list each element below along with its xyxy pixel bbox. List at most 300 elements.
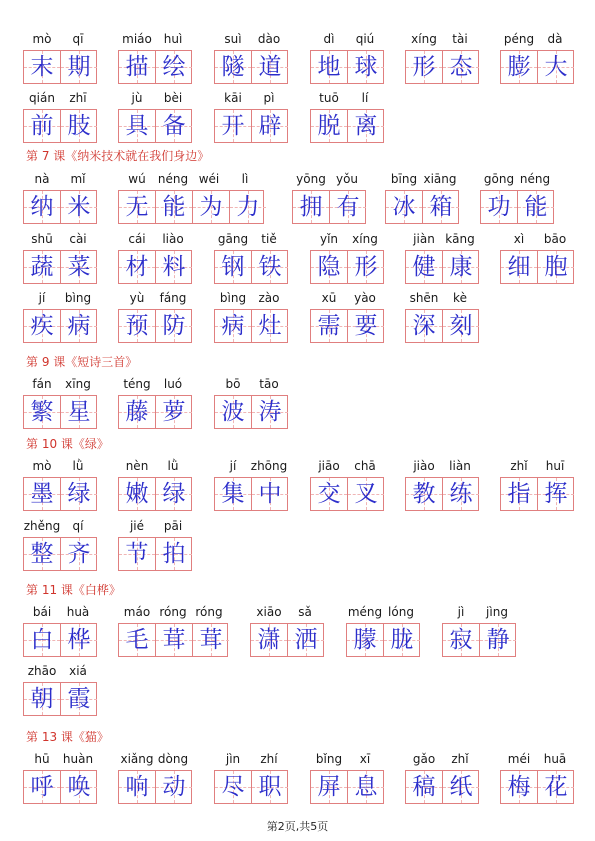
- character-cell: [311, 110, 347, 142]
- pinyin-label: wú: [128, 172, 146, 186]
- hanzi-character: 静: [486, 627, 510, 653]
- hanzi-character: 练: [449, 481, 473, 507]
- character-cell: [155, 110, 192, 142]
- pinyin-label: mò: [32, 459, 52, 473]
- pinyin-label: jì: [457, 605, 465, 619]
- pinyin-label: bìng: [64, 291, 92, 305]
- tianzige-grid: [23, 477, 97, 511]
- hanzi-character: 灶: [258, 313, 282, 339]
- tianzige-grid: [310, 770, 384, 804]
- pinyin-label: jìn: [225, 752, 241, 766]
- hanzi-character: 脱: [317, 113, 341, 139]
- pinyin-label: xíng: [411, 32, 437, 46]
- tianzige-grid: [118, 309, 192, 343]
- pinyin-label: liàn: [449, 459, 471, 473]
- pinyin-label: huā: [543, 752, 567, 766]
- vocab-word: [118, 291, 192, 343]
- tianzige-grid: [214, 477, 288, 511]
- vocab-word: [118, 232, 192, 284]
- character-cell: [251, 310, 288, 342]
- pinyin-label: tài: [452, 32, 468, 46]
- character-cell: [311, 251, 347, 283]
- vocab-word: [405, 459, 479, 511]
- tianzige-grid: [214, 250, 288, 284]
- hanzi-character: 铁: [258, 254, 282, 280]
- pinyin-label: xiá: [69, 664, 87, 678]
- vocab-word: [405, 291, 479, 343]
- character-cell: [251, 51, 288, 83]
- pinyin-label: jié: [129, 519, 145, 533]
- tianzige-grid: [23, 395, 97, 429]
- hanzi-character: 桦: [67, 627, 91, 653]
- pinyin-label: nà: [34, 172, 50, 186]
- pinyin-label: néng: [519, 172, 551, 186]
- hanzi-character: 料: [162, 254, 186, 280]
- pinyin-label: wéi: [198, 172, 220, 186]
- vocab-word: [292, 172, 366, 224]
- hanzi-character: 冰: [392, 194, 416, 220]
- hanzi-character: 藤: [125, 399, 149, 425]
- pinyin-label: luó: [163, 377, 183, 391]
- vocab-word: [310, 291, 384, 343]
- vocab-word: [500, 232, 574, 284]
- hanzi-character: 病: [221, 313, 245, 339]
- tianzige-grid: [310, 50, 384, 84]
- tianzige-grid: [118, 395, 192, 429]
- hanzi-character: 响: [125, 774, 149, 800]
- vocab-word: [118, 32, 192, 84]
- character-cell: [215, 478, 251, 510]
- vocab-word: [214, 752, 288, 804]
- character-cell: [119, 251, 155, 283]
- pinyin-label: miáo: [122, 32, 152, 46]
- tianzige-grid: [23, 190, 97, 224]
- pinyin-label: bāo: [543, 232, 567, 246]
- character-cell: [406, 310, 442, 342]
- tianzige-grid: [292, 190, 366, 224]
- hanzi-character: 能: [162, 194, 186, 220]
- hanzi-character: 无: [125, 194, 149, 220]
- hanzi-character: 末: [30, 54, 54, 80]
- hanzi-character: 膨: [507, 54, 531, 80]
- tianzige-grid: [405, 477, 479, 511]
- hanzi-character: 肢: [67, 113, 91, 139]
- pinyin-label: gōng: [483, 172, 515, 186]
- pinyin-label: róng: [159, 605, 187, 619]
- character-cell: [60, 538, 97, 570]
- vocab-word: [214, 232, 288, 284]
- pinyin-label: fán: [32, 377, 52, 391]
- vocab-word: [118, 605, 228, 657]
- character-cell: [251, 624, 287, 656]
- pinyin-label: jí: [38, 291, 46, 305]
- hanzi-character: 墨: [30, 481, 54, 507]
- character-cell: [24, 396, 60, 428]
- character-cell: [215, 251, 251, 283]
- tianzige-grid: [310, 477, 384, 511]
- pinyin-label: zhěng: [23, 519, 61, 533]
- pinyin-label: zhǐ: [451, 752, 469, 766]
- tianzige-grid: [118, 190, 264, 224]
- character-cell: [537, 51, 574, 83]
- vocab-word: [23, 377, 97, 429]
- vocab-word: [310, 232, 384, 284]
- pinyin-label: zhǐ: [510, 459, 528, 473]
- vocab-word: [405, 32, 479, 84]
- tianzige-grid: [346, 623, 420, 657]
- pinyin-label: qī: [72, 32, 84, 46]
- character-cell: [347, 310, 384, 342]
- pinyin-label: zhī: [69, 91, 87, 105]
- hanzi-character: 防: [162, 313, 186, 339]
- character-cell: [24, 251, 60, 283]
- tianzige-grid: [23, 309, 97, 343]
- vocab-word: [118, 91, 192, 143]
- character-cell: [215, 110, 251, 142]
- character-cell: [60, 110, 97, 142]
- hanzi-character: 描: [125, 54, 149, 80]
- character-cell: [119, 538, 155, 570]
- character-cell: [347, 110, 384, 142]
- hanzi-character: 球: [354, 54, 378, 80]
- vocab-word: [405, 752, 479, 804]
- pinyin-label: sǎ: [298, 605, 312, 619]
- tianzige-grid: [405, 250, 479, 284]
- hanzi-character: 力: [236, 194, 260, 220]
- pinyin-label: liào: [162, 232, 184, 246]
- hanzi-character: 预: [125, 313, 149, 339]
- hanzi-character: 萝: [162, 399, 186, 425]
- vocab-word: [310, 752, 384, 804]
- hanzi-character: 菜: [67, 254, 91, 280]
- character-cell: [24, 538, 60, 570]
- character-cell: [383, 624, 420, 656]
- vocab-word: [385, 172, 459, 224]
- pinyin-label: qián: [29, 91, 55, 105]
- hanzi-character: 病: [67, 313, 91, 339]
- character-cell: [251, 771, 288, 803]
- character-cell: [251, 251, 288, 283]
- hanzi-character: 形: [412, 54, 436, 80]
- character-cell: [311, 771, 347, 803]
- hanzi-character: 能: [524, 194, 548, 220]
- pinyin-label: dào: [257, 32, 281, 46]
- character-cell: [406, 771, 442, 803]
- character-cell: [251, 396, 288, 428]
- character-cell: [311, 478, 347, 510]
- hanzi-character: 要: [354, 313, 378, 339]
- pinyin-label: shēn: [409, 291, 439, 305]
- hanzi-character: 寂: [449, 627, 473, 653]
- vocab-word: [310, 32, 384, 84]
- vocab-word: [214, 377, 288, 429]
- character-cell: [60, 683, 97, 715]
- character-cell: [537, 771, 574, 803]
- vocab-word: [118, 752, 192, 804]
- hanzi-character: 道: [258, 54, 282, 80]
- lesson-13-heading: 第 13 课《猫》: [26, 730, 109, 744]
- pinyin-label: méi: [507, 752, 531, 766]
- page-footer: 第2页,共5页: [266, 820, 329, 833]
- character-cell: [251, 478, 288, 510]
- tianzige-grid: [214, 309, 288, 343]
- pinyin-label: lí: [361, 91, 369, 105]
- pinyin-label: shū: [31, 232, 53, 246]
- character-cell: [347, 478, 384, 510]
- vocab-word: [310, 91, 384, 143]
- hanzi-character: 朦: [353, 627, 377, 653]
- character-cell: [155, 538, 192, 570]
- character-cell: [479, 624, 516, 656]
- pinyin-label: dòng: [157, 752, 189, 766]
- pinyin-label: yù: [129, 291, 145, 305]
- vocab-word: [118, 459, 192, 511]
- character-cell: [347, 624, 383, 656]
- hanzi-character: 叉: [354, 481, 378, 507]
- pinyin-label: pāi: [163, 519, 183, 533]
- vocab-word: [118, 172, 264, 224]
- character-cell: [501, 251, 537, 283]
- tianzige-grid: [405, 309, 479, 343]
- character-cell: [155, 251, 192, 283]
- tianzige-grid: [23, 682, 97, 716]
- tianzige-grid: [310, 250, 384, 284]
- hanzi-character: 呼: [30, 774, 54, 800]
- hanzi-character: 功: [487, 194, 511, 220]
- character-cell: [347, 251, 384, 283]
- character-cell: [155, 396, 192, 428]
- hanzi-character: 拥: [299, 194, 323, 220]
- pinyin-label: suì: [224, 32, 242, 46]
- hanzi-character: 洒: [294, 627, 318, 653]
- tianzige-grid: [310, 109, 384, 143]
- character-cell: [119, 51, 155, 83]
- tianzige-grid: [500, 770, 574, 804]
- character-cell: [406, 478, 442, 510]
- hanzi-character: 波: [221, 399, 245, 425]
- character-cell: [406, 51, 442, 83]
- character-cell: [442, 251, 479, 283]
- lesson-9-heading: 第 9 课《短诗三首》: [26, 355, 138, 369]
- tianzige-grid: [118, 50, 192, 84]
- pinyin-label: jiàn: [413, 232, 435, 246]
- hanzi-character: 胧: [390, 627, 414, 653]
- vocab-word: [23, 291, 97, 343]
- vocab-word: [310, 459, 384, 511]
- pinyin-label: téng: [123, 377, 151, 391]
- character-cell: [347, 771, 384, 803]
- pinyin-label: jí: [229, 459, 237, 473]
- character-cell: [443, 624, 479, 656]
- pinyin-label: yōng: [296, 172, 326, 186]
- hanzi-character: 材: [125, 254, 149, 280]
- tianzige-grid: [214, 109, 288, 143]
- pinyin-label: lì: [241, 172, 249, 186]
- pinyin-label: pì: [263, 91, 275, 105]
- hanzi-character: 指: [507, 481, 531, 507]
- pinyin-label: chā: [354, 459, 376, 473]
- vocab-word: [214, 91, 288, 143]
- pinyin-label: mò: [32, 32, 52, 46]
- pinyin-label: xīng: [65, 377, 91, 391]
- pinyin-label: tuō: [319, 91, 339, 105]
- hanzi-character: 疾: [30, 313, 54, 339]
- character-cell: [60, 478, 97, 510]
- pinyin-label: cái: [128, 232, 146, 246]
- hanzi-character: 教: [412, 481, 436, 507]
- character-cell: [60, 251, 97, 283]
- tianzige-grid: [214, 770, 288, 804]
- hanzi-character: 挥: [544, 481, 568, 507]
- pinyin-label: hū: [34, 752, 50, 766]
- vocab-word: [442, 605, 516, 657]
- pinyin-label: bō: [225, 377, 241, 391]
- character-cell: [229, 191, 266, 223]
- hanzi-character: 动: [162, 774, 186, 800]
- tianzige-grid: [23, 50, 97, 84]
- hanzi-character: 胞: [544, 254, 568, 280]
- pinyin-label: bèi: [163, 91, 183, 105]
- hanzi-character: 隧: [221, 54, 245, 80]
- pinyin-label: tiě: [261, 232, 277, 246]
- character-cell: [215, 51, 251, 83]
- character-cell: [24, 624, 60, 656]
- character-cell: [406, 251, 442, 283]
- hanzi-character: 地: [317, 54, 341, 80]
- vocab-word: [500, 752, 574, 804]
- tianzige-grid: [118, 537, 192, 571]
- vocab-word: [500, 32, 574, 84]
- character-cell: [155, 310, 192, 342]
- hanzi-character: 辟: [258, 113, 282, 139]
- vocab-word: [250, 605, 324, 657]
- tianzige-grid: [385, 190, 459, 224]
- character-cell: [386, 191, 422, 223]
- pinyin-label: róng: [195, 605, 223, 619]
- pinyin-label: xī: [359, 752, 371, 766]
- lesson-11-heading: 第 11 课《白桦》: [26, 583, 121, 597]
- character-cell: [293, 191, 329, 223]
- pinyin-label: méng: [347, 605, 383, 619]
- pinyin-label: gāng: [217, 232, 249, 246]
- pinyin-label: jìng: [486, 605, 508, 619]
- pinyin-label: cài: [69, 232, 87, 246]
- character-cell: [155, 771, 192, 803]
- tianzige-grid: [442, 623, 516, 657]
- character-cell: [24, 310, 60, 342]
- pinyin-label: bīng: [390, 172, 418, 186]
- hanzi-character: 隐: [317, 254, 341, 280]
- hanzi-character: 集: [221, 481, 245, 507]
- character-cell: [60, 191, 97, 223]
- tianzige-grid: [250, 623, 324, 657]
- vocab-word: [23, 664, 97, 716]
- pinyin-label: huàn: [62, 752, 94, 766]
- vocab-word: [214, 459, 288, 511]
- hanzi-character: 整: [30, 541, 54, 567]
- character-cell: [501, 51, 537, 83]
- lesson-10-heading: 第 10 课《绿》: [26, 437, 109, 451]
- hanzi-character: 朝: [30, 686, 54, 712]
- hanzi-character: 茸: [162, 627, 186, 653]
- hanzi-character: 深: [412, 313, 436, 339]
- character-cell: [442, 478, 479, 510]
- character-cell: [24, 110, 60, 142]
- tianzige-grid: [23, 537, 97, 571]
- character-cell: [422, 191, 459, 223]
- tianzige-grid: [23, 250, 97, 284]
- vocab-word: [346, 605, 420, 657]
- character-cell: [311, 51, 347, 83]
- hanzi-character: 稿: [412, 774, 436, 800]
- pinyin-label: péng: [503, 32, 535, 46]
- hanzi-character: 屏: [317, 774, 341, 800]
- tianzige-grid: [405, 50, 479, 84]
- hanzi-character: 钢: [221, 254, 245, 280]
- vocab-word: [500, 459, 574, 511]
- hanzi-character: 细: [507, 254, 531, 280]
- pinyin-label: yào: [354, 291, 376, 305]
- hanzi-character: 态: [449, 54, 473, 80]
- pinyin-label: jiào: [413, 459, 435, 473]
- pinyin-label: xiǎng: [120, 752, 154, 766]
- character-cell: [60, 624, 97, 656]
- pinyin-label: yǒu: [335, 172, 359, 186]
- character-cell: [501, 771, 537, 803]
- pinyin-label: jiāo: [318, 459, 340, 473]
- pinyin-label: zhōng: [250, 459, 288, 473]
- tianzige-grid: [214, 395, 288, 429]
- pinyin-label: lǜ: [167, 459, 179, 473]
- tianzige-grid: [23, 770, 97, 804]
- pinyin-label: dì: [323, 32, 335, 46]
- character-cell: [155, 624, 192, 656]
- character-cell: [215, 771, 251, 803]
- vocab-word: [214, 32, 288, 84]
- character-cell: [537, 251, 574, 283]
- tianzige-grid: [118, 770, 192, 804]
- hanzi-character: 健: [412, 254, 436, 280]
- pinyin-label: zhāo: [27, 664, 57, 678]
- hanzi-character: 梅: [507, 774, 531, 800]
- hanzi-character: 蔬: [30, 254, 54, 280]
- pinyin-label: xíng: [352, 232, 378, 246]
- pinyin-label: fáng: [159, 291, 187, 305]
- pinyin-label: xì: [513, 232, 525, 246]
- hanzi-character: 需: [317, 313, 341, 339]
- character-cell: [215, 310, 251, 342]
- hanzi-character: 繁: [30, 399, 54, 425]
- hanzi-character: 离: [354, 113, 378, 139]
- character-cell: [119, 191, 155, 223]
- hanzi-character: 拍: [162, 541, 186, 567]
- hanzi-character: 中: [258, 481, 282, 507]
- character-cell: [329, 191, 366, 223]
- tianzige-grid: [500, 250, 574, 284]
- hanzi-character: 康: [449, 254, 473, 280]
- hanzi-character: 备: [162, 113, 186, 139]
- hanzi-character: 白: [30, 627, 54, 653]
- pinyin-label: qiú: [355, 32, 375, 46]
- hanzi-character: 毛: [125, 627, 149, 653]
- character-cell: [60, 771, 97, 803]
- pinyin-label: zào: [258, 291, 280, 305]
- hanzi-character: 茸: [199, 627, 223, 653]
- hanzi-character: 潇: [257, 627, 281, 653]
- tianzige-grid: [310, 309, 384, 343]
- pinyin-label: yǐn: [319, 232, 339, 246]
- vocab-word: [23, 519, 97, 571]
